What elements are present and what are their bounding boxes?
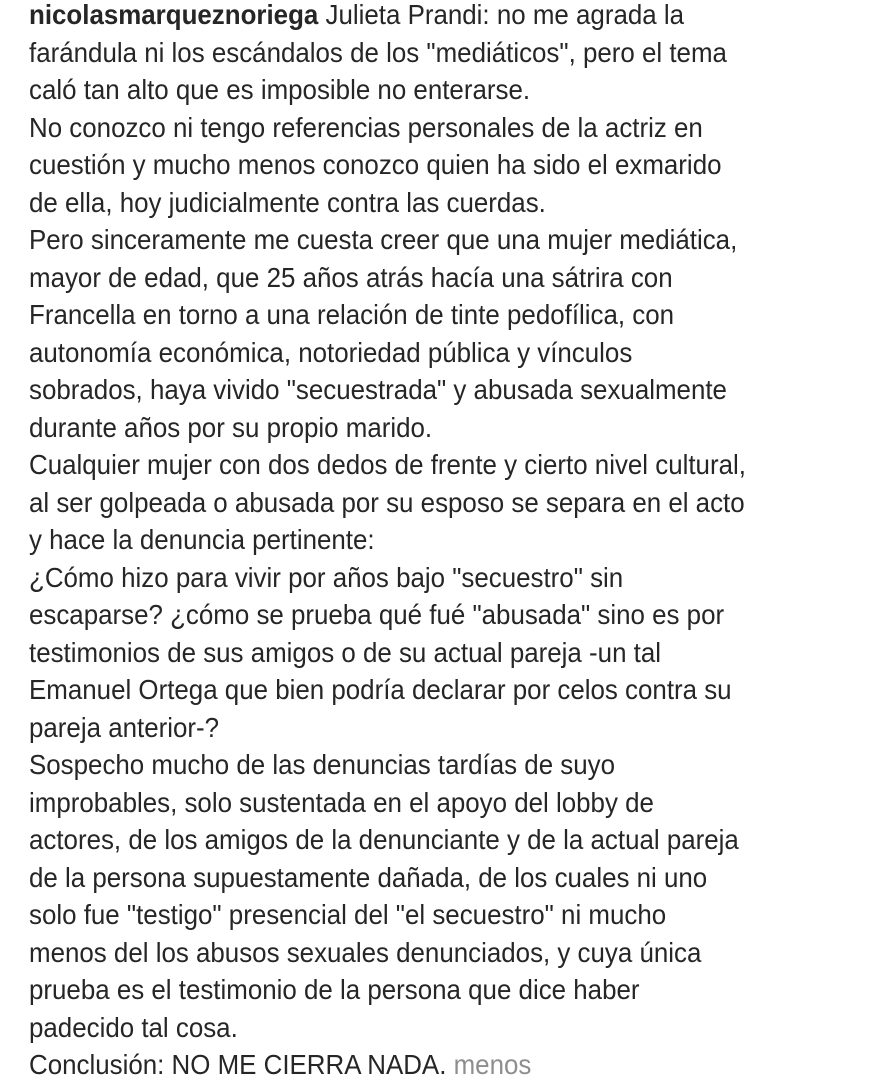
comment-line: caló tan alto que es imposible no enterarse. xyxy=(29,74,531,105)
comment-line: solo fue "testigo" presencial del "el secuestro" ni mucho xyxy=(29,899,667,930)
comment-line: Emanuel Ortega que bien podría declarar por celos contra su xyxy=(29,674,732,705)
comment-line: farándula ni los escándalos de los "mediáticos", pero el tema xyxy=(29,36,727,68)
comment-body xyxy=(29,34,880,1047)
comment-line: menos del los abusos sexuales denunciados, y cuya única xyxy=(29,936,702,968)
comment-line: actores, de los amigos de la denunciante y de la actual pareja xyxy=(29,824,739,855)
comment-line: prueba es el testimonio de la persona que dice haber xyxy=(29,974,640,1005)
comment-line: autonomía económica, notoriedad pública y vínculos xyxy=(29,336,633,368)
comment-line: sobrados, haya vivido "secuestrada" y abusada sexualmente xyxy=(29,374,727,405)
comment xyxy=(29,0,880,1084)
comment-line: ¿Cómo hizo para vivir por años bajo "secuestro" sin xyxy=(29,561,624,593)
comment-line: mayor de edad, que 25 años atrás hacía una sátrira con xyxy=(29,261,673,293)
comment-line: cuestión y mucho menos conozco quien ha sido el exmarido xyxy=(29,149,722,180)
comment-line: padecido tal cosa. xyxy=(29,1011,238,1043)
comment-line: de la persona supuestamente dañada, de los cuales ni uno xyxy=(29,861,708,893)
comment-line: Cualquier mujer con dos dedos de frente y cierto nivel cultural, xyxy=(29,449,746,480)
comment-last-line xyxy=(29,1046,825,1084)
comment-line: pareja anterior-? xyxy=(29,711,220,743)
show-less-link[interactable]: menos xyxy=(453,1049,532,1080)
comment-line: No conozco ni tengo referencias personales de la actriz en xyxy=(29,111,703,143)
comment-line: Pero sinceramente me cuesta creer que una mujer mediática, xyxy=(29,224,738,255)
comment-text: Julieta Prandi: no me agrada la xyxy=(318,0,685,30)
comment-line: al ser golpeada o abusada por su esposo se separa en el acto xyxy=(29,486,745,518)
comment-line: de ella, hoy judicialmente contra las cuerdas. xyxy=(29,186,546,218)
comment-line: improbables, solo sustentada en el apoyo del lobby de xyxy=(29,786,654,818)
comment-first-line xyxy=(29,0,825,34)
username-link[interactable]: nicolasmarqueznoriega xyxy=(29,0,319,30)
comment-line: Sospecho mucho de las denuncias tardías de suyo xyxy=(29,749,616,780)
comment-line: escaparse? ¿cómo se prueba qué fué "abusada" sino es por xyxy=(29,599,725,630)
comment-line: Francella en torno a una relación de tinte pedofílica, con xyxy=(29,299,675,330)
comment-text: Conclusión: NO ME CIERRA NADA. xyxy=(29,1049,454,1080)
comment-line: y hace la denuncia pertinente: xyxy=(29,524,375,555)
comment-line: testimonios de sus amigos o de su actual pareja -un tal xyxy=(29,636,662,668)
comment-line: durante años por su propio marido. xyxy=(29,411,433,443)
